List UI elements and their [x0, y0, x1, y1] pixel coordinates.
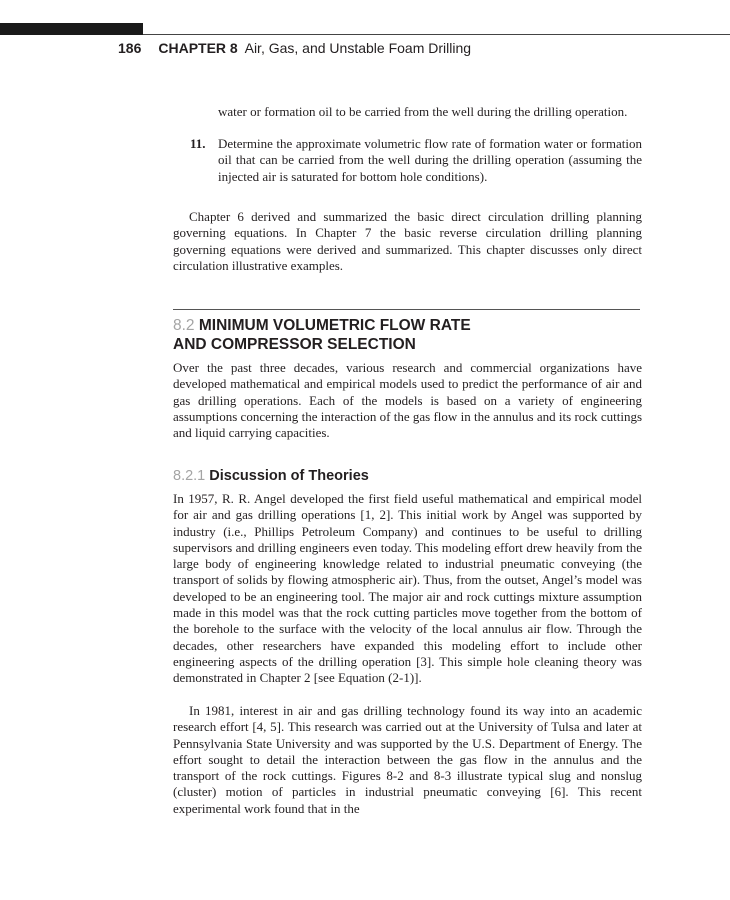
paragraph-academic-research: In 1981, interest in air and gas drilling technology found its way into an academic research effort [4, 5]. This research was carried out at the University of Tulsa and later at Pennsylvania State University and was supported by the U.S. Department of Energy. The effort sought to detail the interaction between the gas flow in the annulus and the transport of the rock cuttings. Figures 8-2 and 8-3 illustrate typical slug and nonslug (cluster) motion of particles in industrial pneumatic conveying [6]. This recent experimental work found that in the — [173, 703, 642, 816]
section-heading-8-2 — [173, 316, 471, 354]
page-number: 186 — [118, 40, 142, 56]
running-head — [118, 40, 471, 56]
section-number: 8.2 — [173, 317, 195, 334]
paragraph-angel-model: In 1957, R. R. Angel developed the first field useful mathematical and empirical model for air and gas drilling operations [1, 2]. This initial work by Angel was supported by industry (i.e., Phillips Petroleum Company) and continues to be useful to drilling supervisors and drilling engineers even today. This modeling effort drew heavily from the large body of engineering knowledge related to industrial pneumatic conveying (the transport of solids by flowing atmospheric air). Thus, from the outset, Angel’s model was developed to be an engineering tool. The major air and rock cuttings mixture assumption made in this model was that the rock cutting particles move together from the bottom of the borehole to the surface with the velocity of the local annulus air flow. Through the decades, other researchers have expanded this modeling effort to include other engineering aspects of the drilling operation [3]. This simple hole cleaning theory was demonstrated in Chapter 2 [see Equation (2-1)]. — [173, 491, 642, 686]
list-item-text: Determine the approximate volumetric flow rate of formation water or formation oil that can be carried from the well during the drilling operation (assuming the injected air is saturated for bottom hole conditions). — [218, 136, 642, 184]
subsection-title: Discussion of Theories — [209, 468, 369, 484]
subsection-number: 8.2.1 — [173, 468, 206, 484]
intro-paragraph: Chapter 6 derived and summarized the basic direct circulation drilling planning governing equations. In Chapter 7 the basic reverse circulation drilling planning governing equations were derived and summarized. This chapter discusses only direct circulation illustrative examples. — [173, 209, 642, 273]
section-title-line1: MINIMUM VOLUMETRIC FLOW RATE — [198, 317, 471, 334]
chapter-label: CHAPTER 8 — [158, 40, 238, 56]
subsection-heading-8-2-1 — [173, 467, 369, 486]
header-rule — [143, 34, 730, 35]
section-8-2-paragraph: Over the past three decades, various research and commercial organizations have developed mathematical and empirical models used to predict the performance of air and gas drilling operations. Each of the models is based on a variety of engineering assumptions concerning the interaction of the gas flow in the annulus and its rock cuttings and liquid carrying capacities. — [173, 360, 642, 441]
list-continuation: water or formation oil to be carried from the well during the drilling operation. — [218, 104, 628, 119]
list-item-number: 11. — [190, 136, 206, 151]
header-bar — [0, 23, 143, 35]
section-title-line2: AND COMPRESSOR SELECTION — [173, 336, 416, 353]
section-rule — [173, 309, 640, 310]
chapter-title: Air, Gas, and Unstable Foam Drilling — [244, 40, 472, 56]
